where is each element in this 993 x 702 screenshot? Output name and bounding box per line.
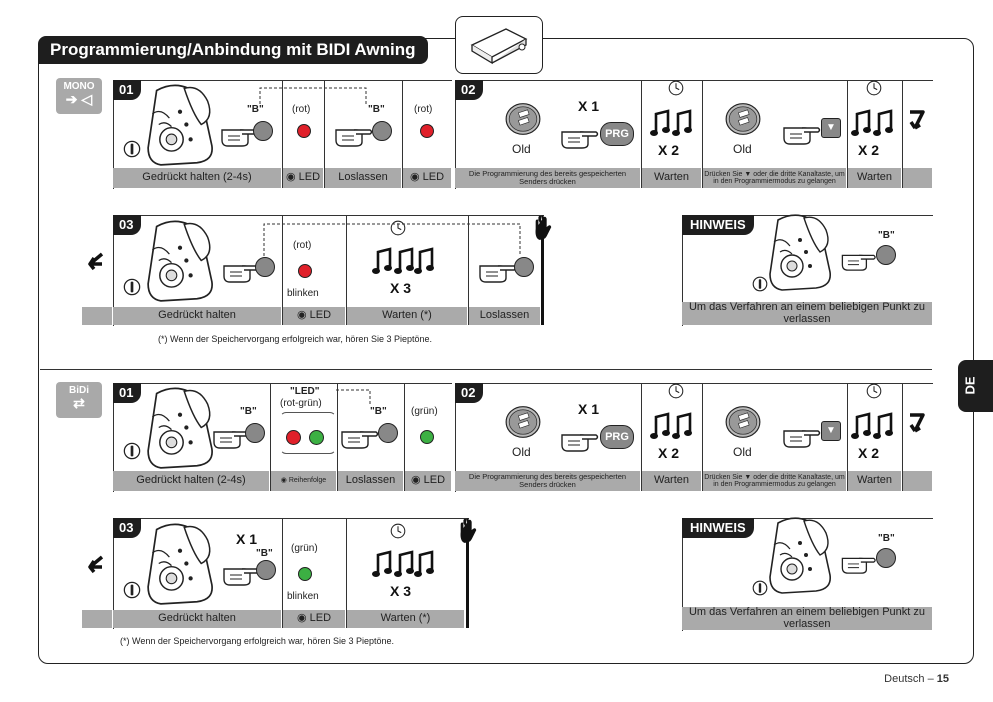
- caption: Gedrückt halten (2-4s): [113, 471, 269, 491]
- caption: Die Programmierung des bereits gespeicherten Senders drücken: [455, 168, 640, 188]
- times-label: X 2: [658, 142, 680, 158]
- caption: Gedrückt halten: [113, 610, 281, 628]
- finger-press-icon: [782, 120, 822, 146]
- caption: Loslassen: [325, 168, 401, 188]
- step-number: 03: [113, 518, 141, 538]
- hinweis-title: HINWEIS: [682, 215, 754, 235]
- button-b-icon: [372, 121, 392, 141]
- b-label: "B": [247, 104, 264, 115]
- footer-language: Deutsch –: [884, 673, 937, 685]
- motor-head-icon: [760, 515, 840, 595]
- continue-arrow-icon: [907, 108, 927, 132]
- b-label: "B": [256, 548, 273, 559]
- clock-icon: [390, 523, 406, 539]
- return-arrow-icon: [84, 553, 106, 575]
- caption: Warten: [848, 471, 901, 491]
- times-label: X 1: [578, 98, 600, 114]
- finger-release-icon: [340, 424, 380, 450]
- beep-notes-icon: [650, 411, 694, 441]
- screw-icon: [752, 580, 768, 596]
- red-led-icon: [420, 124, 434, 138]
- blink-label: blinken: [287, 288, 319, 299]
- motor-head-icon: [135, 82, 225, 167]
- mode-badge-mono: [56, 78, 102, 114]
- beep-notes-icon: [851, 411, 895, 441]
- hinweis-caption: Um das Verfahren an einem beliebigen Punkt zu verlassen: [682, 302, 932, 325]
- caption: Drücken Sie ▼ oder die dritte Kanaltaste, um in den Programmiermodus zu gelangen: [703, 168, 846, 188]
- old-label: Old: [733, 445, 752, 459]
- footnote: (*) Wenn der Speichervorgang erfolgreich war, hören Sie 3 Pieptöne.: [158, 334, 432, 344]
- caption: Gedrückt halten: [113, 307, 281, 325]
- caption: Loslassen: [338, 471, 403, 491]
- clock-icon: [866, 383, 882, 399]
- old-label: Old: [733, 142, 752, 156]
- times-label: X 2: [858, 445, 880, 461]
- button-b-icon: [876, 548, 896, 568]
- caption: Warten (*): [347, 610, 464, 628]
- finger-press-icon: [560, 427, 600, 453]
- old-label: Old: [512, 142, 531, 156]
- caption: Warten: [642, 168, 701, 188]
- caption-filler: [903, 471, 932, 491]
- signal-out-icon: ➔ ◁: [65, 91, 93, 107]
- motor-tube-icon: [466, 23, 532, 67]
- led-color-label: (rot-grün): [280, 398, 322, 409]
- b-label: "B": [370, 406, 387, 417]
- caption: ◉ Reihenfolge: [271, 471, 336, 491]
- language-tab: [958, 360, 993, 412]
- step-number: 01: [113, 80, 141, 100]
- led-label: "LED": [290, 386, 320, 397]
- caption: Warten (*): [347, 307, 467, 325]
- led-color-label: (grün): [411, 406, 438, 417]
- mode-label: BiDi: [69, 385, 89, 396]
- caption: Loslassen: [469, 307, 540, 325]
- finger-press-icon: [840, 551, 878, 575]
- b-label: "B": [878, 230, 895, 241]
- caption: ◉ LED: [283, 168, 323, 188]
- stop-bar: [466, 535, 469, 628]
- stop-hand-icon: [457, 517, 479, 545]
- footnote: (*) Wenn der Speichervorgang erfolgreich war, hören Sie 3 Pieptöne.: [120, 636, 394, 646]
- screw-icon: [123, 581, 141, 599]
- button-b-icon: [256, 560, 276, 580]
- blink-label: blinken: [287, 591, 319, 602]
- motor-head-icon: [135, 218, 225, 303]
- caption-filler: [82, 307, 112, 325]
- blinking-green-led-icon: [298, 567, 312, 581]
- caption-filler: [903, 168, 932, 188]
- caption: Die Programmierung des bereits gespeicherten Senders drücken: [455, 471, 640, 491]
- button-b-icon: [253, 121, 273, 141]
- hinweis-caption: Um das Verfahren an einem beliebigen Punkt zu verlassen: [682, 607, 932, 630]
- caption: Warten: [848, 168, 901, 188]
- times-label: X 3: [390, 583, 412, 599]
- b-label: "B": [878, 533, 895, 544]
- screw-icon: [123, 278, 141, 296]
- prg-button: PRG: [600, 425, 634, 449]
- times-label: X 2: [858, 142, 880, 158]
- screw-icon: [123, 442, 141, 460]
- dotted-connector: [262, 220, 524, 260]
- led-color-label: (rot): [293, 240, 312, 251]
- clock-icon: [866, 80, 882, 96]
- times-label: X 1: [578, 401, 600, 417]
- led-color-label: (grün): [291, 543, 318, 554]
- caption: ◉ LED: [405, 471, 451, 491]
- times-label: X 2: [658, 445, 680, 461]
- dotted-connector: [334, 386, 374, 408]
- language-tab-label: DE: [962, 376, 978, 395]
- caption: Gedrückt halten (2-4s): [113, 168, 281, 188]
- screw-icon: [123, 140, 141, 158]
- finger-release-icon: [478, 258, 518, 284]
- section-separator: [40, 369, 932, 370]
- button-b-icon: [876, 245, 896, 265]
- beep-notes-icon: [372, 549, 416, 579]
- mode-label: MONO: [63, 81, 95, 92]
- green-led-icon: [420, 430, 434, 444]
- step-number: 03: [113, 215, 141, 235]
- stop-hand-icon: [532, 214, 554, 242]
- step-number: 02: [455, 80, 483, 100]
- times-label: X 3: [390, 280, 412, 296]
- b-label: "B": [240, 406, 257, 417]
- old-remote-icon: [500, 399, 546, 445]
- button-b-icon: [255, 257, 275, 277]
- blinking-red-led-icon: [298, 264, 312, 278]
- b-label: "B": [368, 104, 385, 115]
- motor-head-icon: [760, 212, 840, 292]
- old-remote-icon: [720, 399, 766, 445]
- screw-icon: [752, 276, 768, 292]
- step-number: 02: [455, 383, 483, 403]
- beep-note-icon: [414, 549, 436, 579]
- prg-button: PRG: [600, 122, 634, 146]
- clock-icon: [668, 80, 684, 96]
- button-b-icon: [514, 257, 534, 277]
- old-remote-icon: [720, 96, 766, 142]
- caption: Drücken Sie ▼ oder die dritte Kanaltaste, um in den Programmiermodus zu gelangen: [703, 471, 846, 491]
- beep-notes-icon: [650, 108, 694, 138]
- caption: ◉ LED: [283, 307, 345, 325]
- return-arrow-icon: [84, 250, 106, 272]
- caption-filler: [82, 610, 112, 628]
- step-number: 01: [113, 383, 141, 403]
- page-footer: [884, 673, 949, 685]
- times-label: X 1: [236, 531, 258, 547]
- finger-press-icon: [560, 124, 600, 150]
- led-color-label: (rot): [292, 104, 311, 115]
- caption: Warten: [642, 471, 701, 491]
- led-color-label: (rot): [414, 104, 433, 115]
- old-remote-icon: [500, 96, 546, 142]
- stop-bar: [541, 232, 544, 325]
- page-title: Programmierung/Anbindung mit BIDI Awning: [38, 36, 428, 64]
- down-button-icon: ▼: [821, 118, 841, 138]
- red-led-icon: [297, 124, 311, 138]
- green-led-icon: [309, 430, 324, 445]
- motor-head-icon: [135, 521, 225, 606]
- device-thumbnail: [455, 16, 543, 74]
- signal-bidirectional-icon: ⇄: [73, 395, 85, 411]
- beep-notes-icon: [851, 108, 895, 138]
- button-b-icon: [245, 423, 265, 443]
- page-number: 15: [936, 673, 949, 685]
- finger-press-icon: [782, 423, 822, 449]
- caption: ◉ LED: [403, 168, 451, 188]
- old-label: Old: [512, 445, 531, 459]
- red-led-icon: [286, 430, 301, 445]
- hinweis-title: HINWEIS: [682, 518, 754, 538]
- button-b-icon: [378, 423, 398, 443]
- finger-press-icon: [840, 248, 878, 272]
- continue-arrow-icon: [907, 411, 927, 435]
- mode-badge-bidi: [56, 382, 102, 418]
- dotted-connector: [258, 84, 370, 106]
- finger-release-icon: [334, 122, 374, 148]
- clock-icon: [668, 383, 684, 399]
- down-button-icon: ▼: [821, 421, 841, 441]
- caption: ◉ LED: [283, 610, 345, 628]
